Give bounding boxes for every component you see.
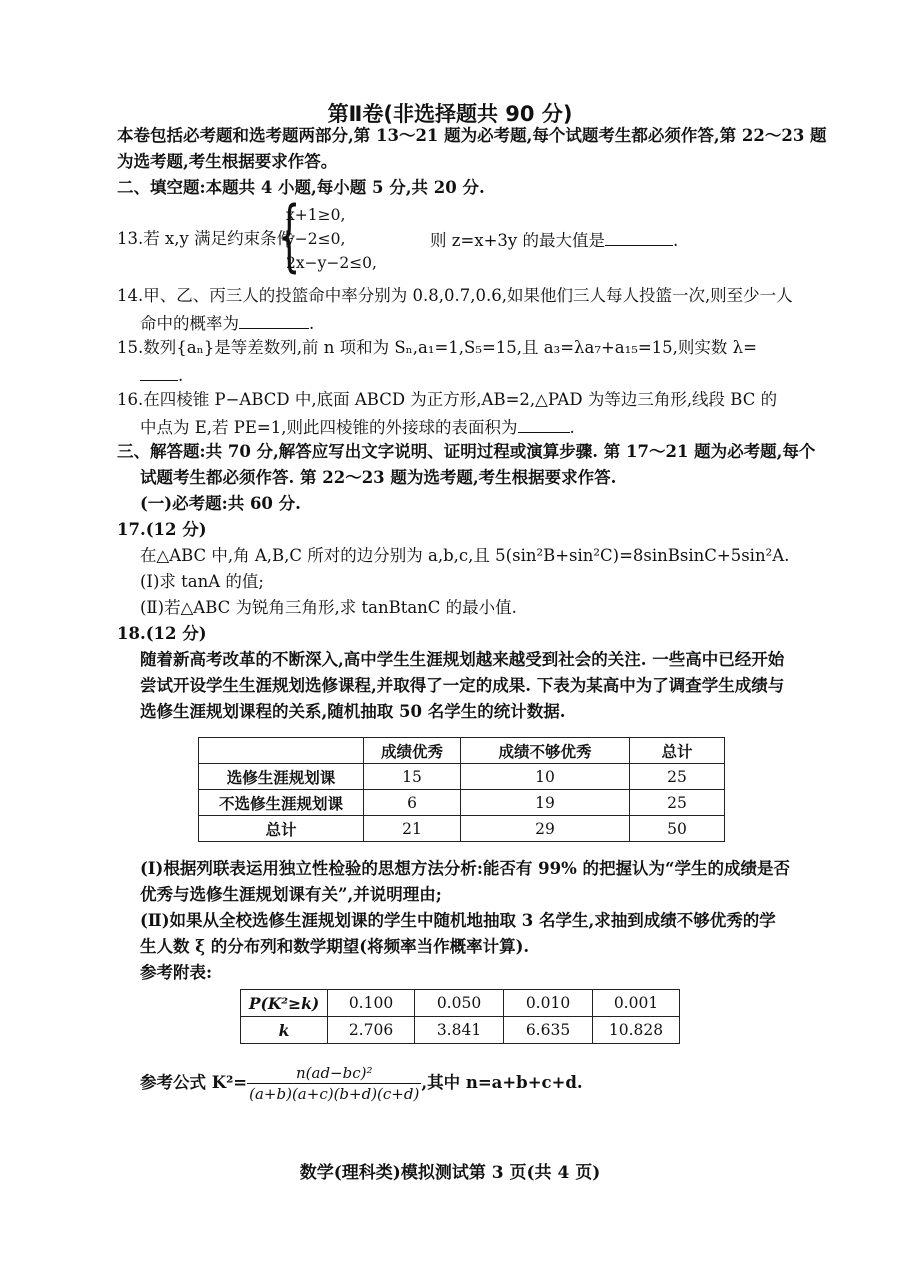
- q13-suffix-line: [430, 227, 678, 253]
- q16-answer-blank[interactable]: [518, 414, 570, 433]
- table-cell: 总计: [199, 816, 364, 842]
- table-cell: 6.635: [504, 1017, 593, 1044]
- q13-prefix: 13.若 x,y 满足约束条件: [117, 229, 294, 248]
- q13-answer-blank[interactable]: [605, 227, 673, 246]
- contingency-table: [198, 737, 725, 842]
- table-cell: 15: [364, 764, 461, 790]
- q18-part1-line-1: (Ⅰ)根据列联表运用独立性检验的思想方法分析:能否有 99% 的把握认为“学生的成绩是否: [140, 859, 791, 878]
- q13-end: .: [672, 231, 679, 250]
- q15-line-1: 15.数列{aₙ}是等差数列,前 n 项和为 Sₙ,a₁=1,S₅=15,且 a₃=λa₇+a₁₅=15,则实数 λ=: [117, 338, 757, 357]
- part2-heading: 二、填空题:本题共 4 小题,每小题 5 分,共 20 分.: [117, 178, 485, 197]
- q18-stem-line-3: 选修生涯规划课程的关系,随机抽取 50 名学生的统计数据.: [140, 702, 566, 721]
- table-header-cell: 成绩优秀: [364, 738, 461, 764]
- q13-constraint-2: y−2≤0,: [286, 230, 346, 248]
- formula-prefix: 参考公式 K²=: [140, 1073, 248, 1092]
- table-cell: 2.706: [328, 1017, 415, 1044]
- q14-line-2: 命中的概率为: [140, 314, 239, 333]
- table-cell: k: [241, 1017, 328, 1044]
- q13-suffix: 则 z=x+3y 的最大值是: [430, 231, 605, 250]
- q13-constraint-1: x+1≥0,: [286, 206, 346, 224]
- ref-table-label: 参考附表:: [140, 963, 213, 982]
- table-header-cell: 总计: [630, 738, 725, 764]
- table-cell: 不选修生涯规划课: [199, 790, 364, 816]
- table-row: [241, 1017, 680, 1044]
- required-heading: (一)必考题:共 60 分.: [140, 494, 301, 513]
- table-cell: 21: [364, 816, 461, 842]
- table-row: [199, 816, 725, 842]
- q16-line-2: 中点为 E,若 PE=1,则此四棱锥的外接球的表面积为: [140, 418, 518, 437]
- q14-answer-blank[interactable]: [239, 310, 309, 329]
- chi-square-reference-table: [240, 989, 680, 1044]
- table-row: [241, 990, 680, 1017]
- section-title: 第Ⅱ卷(非选择题共 90 分): [327, 102, 573, 126]
- table-cell: 6: [364, 790, 461, 816]
- table-row: [199, 790, 725, 816]
- q18-part2-line-1: (Ⅱ)如果从全校选修生涯规划课的学生中随机地抽取 3 名学生,求抽到成绩不够优秀的学: [140, 911, 776, 930]
- table-cell: 10.828: [593, 1017, 680, 1044]
- formula-numerator: n(ad−bc)²: [247, 1063, 421, 1084]
- q17-part1: (Ⅰ)求 tanA 的值;: [140, 572, 264, 591]
- brace-symbol: {: [278, 191, 301, 281]
- q18-stem-line-1: 随着新高考改革的不断深入,高中学生生涯规划越来越受到社会的关注. 一些高中已经开始: [140, 650, 785, 669]
- table-cell: 3.841: [415, 1017, 504, 1044]
- table-cell: P(K²≥k): [241, 990, 328, 1017]
- q15-line-2-wrap: [140, 362, 183, 388]
- q16-end: .: [569, 418, 575, 437]
- q17-stem: 在△ABC 中,角 A,B,C 所对的边分别为 a,b,c,且 5(sin²B+sin²C)=8sinBsinC+5sin²A.: [140, 546, 790, 565]
- q15-answer-blank[interactable]: [140, 362, 178, 381]
- q16-line-1: 16.在四棱锥 P−ABCD 中,底面 ABCD 为正方形,AB=2,△PAD 为等边三角形,线段 BC 的: [117, 390, 778, 409]
- q17-header: 17.(12 分): [117, 520, 207, 539]
- q18-header: 18.(12 分): [117, 624, 207, 643]
- table-cell: 0.050: [415, 990, 504, 1017]
- q14-line-2-wrap: [140, 310, 314, 336]
- intro-line-2: 为选考题,考生根据要求作答。: [117, 152, 338, 171]
- table-header-cell: 成绩不够优秀: [461, 738, 630, 764]
- q16-line-2-wrap: [140, 414, 575, 440]
- table-cell: 选修生涯规划课: [199, 764, 364, 790]
- q15-end: .: [178, 366, 184, 385]
- table-cell: 0.010: [504, 990, 593, 1017]
- q13-constraint-3: 2x−y−2≤0,: [286, 254, 377, 272]
- reference-formula: [140, 1062, 583, 1104]
- table-header-row: [199, 738, 725, 764]
- table-cell: 19: [461, 790, 630, 816]
- table-row: [199, 764, 725, 790]
- table-cell: 25: [630, 790, 725, 816]
- q18-part2-line-2: 生人数 ξ 的分布列和数学期望(将频率当作概率计算).: [140, 937, 530, 956]
- q18-stem-line-2: 尝试开设学生生涯规划选修课程,并取得了一定的成果. 下表为某高中为了调查学生成绩与: [140, 676, 785, 695]
- table-cell: 25: [630, 764, 725, 790]
- q17-part2: (Ⅱ)若△ABC 为锐角三角形,求 tanBtanC 的最小值.: [140, 598, 517, 617]
- table-cell: 50: [630, 816, 725, 842]
- table-header-cell: [199, 738, 364, 764]
- intro-line-1: 本卷包括必考题和选考题两部分,第 13～21 题为必考题,每个试题考生都必须作答,第 22～23 题: [117, 126, 827, 145]
- part3-heading-line-2: 试题考生都必须作答. 第 22～23 题为选考题,考生根据要求作答.: [140, 468, 617, 487]
- page-footer: 数学(理科类)模拟测试第 3 页(共 4 页): [299, 1163, 601, 1183]
- table-cell: 0.001: [593, 990, 680, 1017]
- table-cell: 29: [461, 816, 630, 842]
- formula-fraction: [247, 1063, 421, 1104]
- q18-part1-line-2: 优秀与选修生涯规划课有关”,并说明理由;: [140, 885, 442, 904]
- q14-line-1: 14.甲、乙、丙三人的投篮命中率分别为 0.8,0.7,0.6,如果他们三人每人投篮一次,则至少一人: [117, 286, 793, 305]
- table-cell: 10: [461, 764, 630, 790]
- formula-suffix: ,其中 n=a+b+c+d.: [421, 1073, 583, 1092]
- formula-denominator: (a+b)(a+c)(b+d)(c+d): [249, 1085, 420, 1103]
- table-cell: 0.100: [328, 990, 415, 1017]
- part3-heading-line-1: 三、解答题:共 70 分,解答应写出文字说明、证明过程或演算步骤. 第 17～21 题为必考题,每个: [117, 442, 816, 461]
- q14-end: .: [309, 314, 315, 333]
